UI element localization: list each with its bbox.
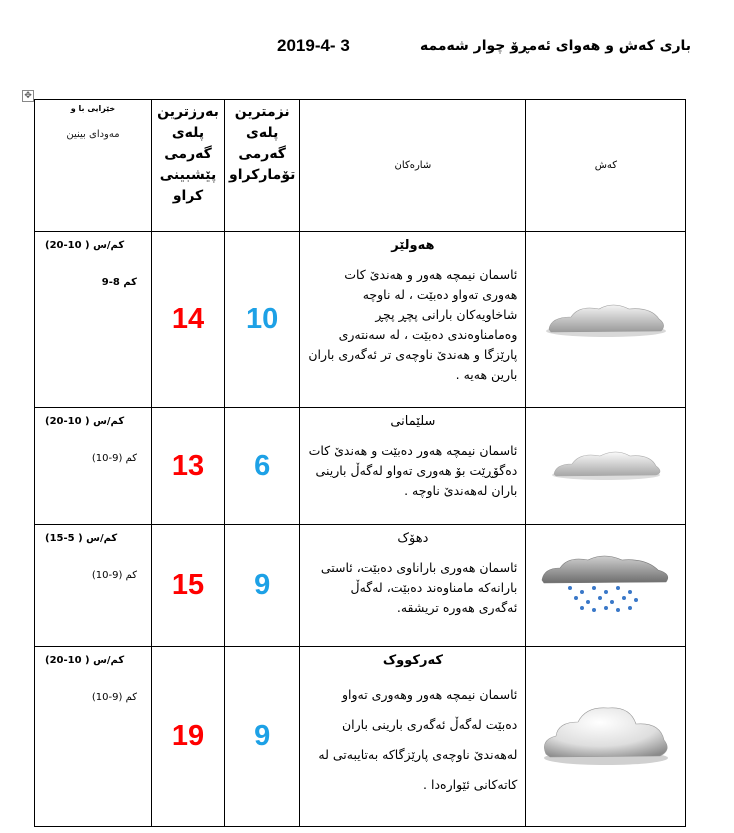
city-cell	[300, 408, 526, 525]
header-cities: شارەکان	[300, 100, 526, 232]
max-temp: 13	[152, 408, 225, 525]
min-temp: 10	[225, 232, 300, 408]
table-row	[35, 232, 686, 408]
sky-cell	[526, 647, 686, 827]
wind-visibility-cell	[35, 647, 152, 827]
table-move-handle-icon[interactable]: ✥	[22, 90, 34, 102]
wind-visibility-cell	[35, 232, 152, 408]
visibility: (10-9) کم	[91, 453, 137, 464]
cumulus-cloud-icon	[536, 702, 676, 768]
city-name: سلێمانی	[390, 414, 436, 429]
visibility: (10-9) کم	[91, 692, 137, 703]
page-header	[0, 34, 734, 64]
wind-speed: (20-10 ) کم/س	[45, 655, 125, 666]
partly-cloudy-icon	[541, 295, 671, 341]
header-wind: خێرایی با و	[70, 104, 116, 113]
header-wind-visibility	[35, 100, 152, 232]
city-name: کەرکووک	[382, 653, 443, 668]
city-forecast: ئاسمان نیمچە هەور و هەندێ کات هەوری تەواو دەبێت ، لە ناوچە شاخاویەکان بارانی پچڕ پچڕ وەمامناوەندی دەبێت ، لە سەنتەری پارێزگا و هەندێ ناوچەی تر ئەگەری باران بارین هەیە .	[308, 267, 518, 382]
cloud-icon	[546, 444, 666, 484]
weather-table	[34, 99, 686, 827]
min-temp: 6	[225, 408, 300, 525]
visibility: 9-8 کم	[101, 277, 137, 288]
city-cell	[300, 232, 526, 408]
city-forecast: ئاسمان هەوری باراناوی دەبێت، ئاستی بارانەکە مامناوەند دەبێت، لەگەڵ ئەگەری هەورە تریشقە.	[320, 560, 518, 615]
rain-cloud-icon	[536, 552, 676, 616]
header-min-temp: نزمترین پلەی گەرمی تۆمارکراو	[225, 100, 300, 232]
table-row	[35, 647, 686, 827]
header-visibility: مەودای بینین	[66, 129, 120, 140]
city-name: هەولێر	[391, 238, 435, 253]
wind-speed: (20-10 ) کم/س	[45, 240, 125, 251]
visibility: (10-9) کم	[91, 570, 137, 581]
header-sky: کەش	[526, 100, 686, 232]
header-max-temp: بەرزترین پلەی گەرمی پێشبینی کراو	[152, 100, 225, 232]
wind-visibility-cell	[35, 408, 152, 525]
wind-speed: (20-10 ) کم/س	[45, 416, 125, 427]
city-name: دهۆک	[397, 531, 429, 546]
city-cell	[300, 525, 526, 647]
sky-cell	[526, 232, 686, 408]
table-row	[35, 408, 686, 525]
table-row	[35, 525, 686, 647]
max-temp: 19	[152, 647, 225, 827]
header-row	[35, 100, 686, 232]
city-forecast: ئاسمان نیمچە هەور وهەوری تەواو دەبێت لەگەڵ ئەگەری بارینی باران لەهەندێ ناوچەی پارێزگاکە بەتایبەتی لە کاتەکانی ئێوارەدا .	[318, 687, 518, 792]
wind-visibility-cell	[35, 525, 152, 647]
min-temp: 9	[225, 525, 300, 647]
sky-cell	[526, 525, 686, 647]
city-cell	[300, 647, 526, 827]
sky-cell	[526, 408, 686, 525]
report-title: باری کەش و هەوای ئەمڕۆ چوار شەممە	[420, 38, 692, 54]
report-date: 2019-4- 3	[277, 36, 350, 55]
city-forecast: ئاسمان نیمچە هەور دەبێت و هەندێ کات دەگۆڕێت بۆ هەوری تەواو لەگەڵ بارینی باران لەهەندێ ناوچە .	[308, 443, 518, 498]
max-temp: 15	[152, 525, 225, 647]
wind-speed: (15-5 ) کم/س	[45, 533, 118, 544]
max-temp: 14	[152, 232, 225, 408]
min-temp: 9	[225, 647, 300, 827]
